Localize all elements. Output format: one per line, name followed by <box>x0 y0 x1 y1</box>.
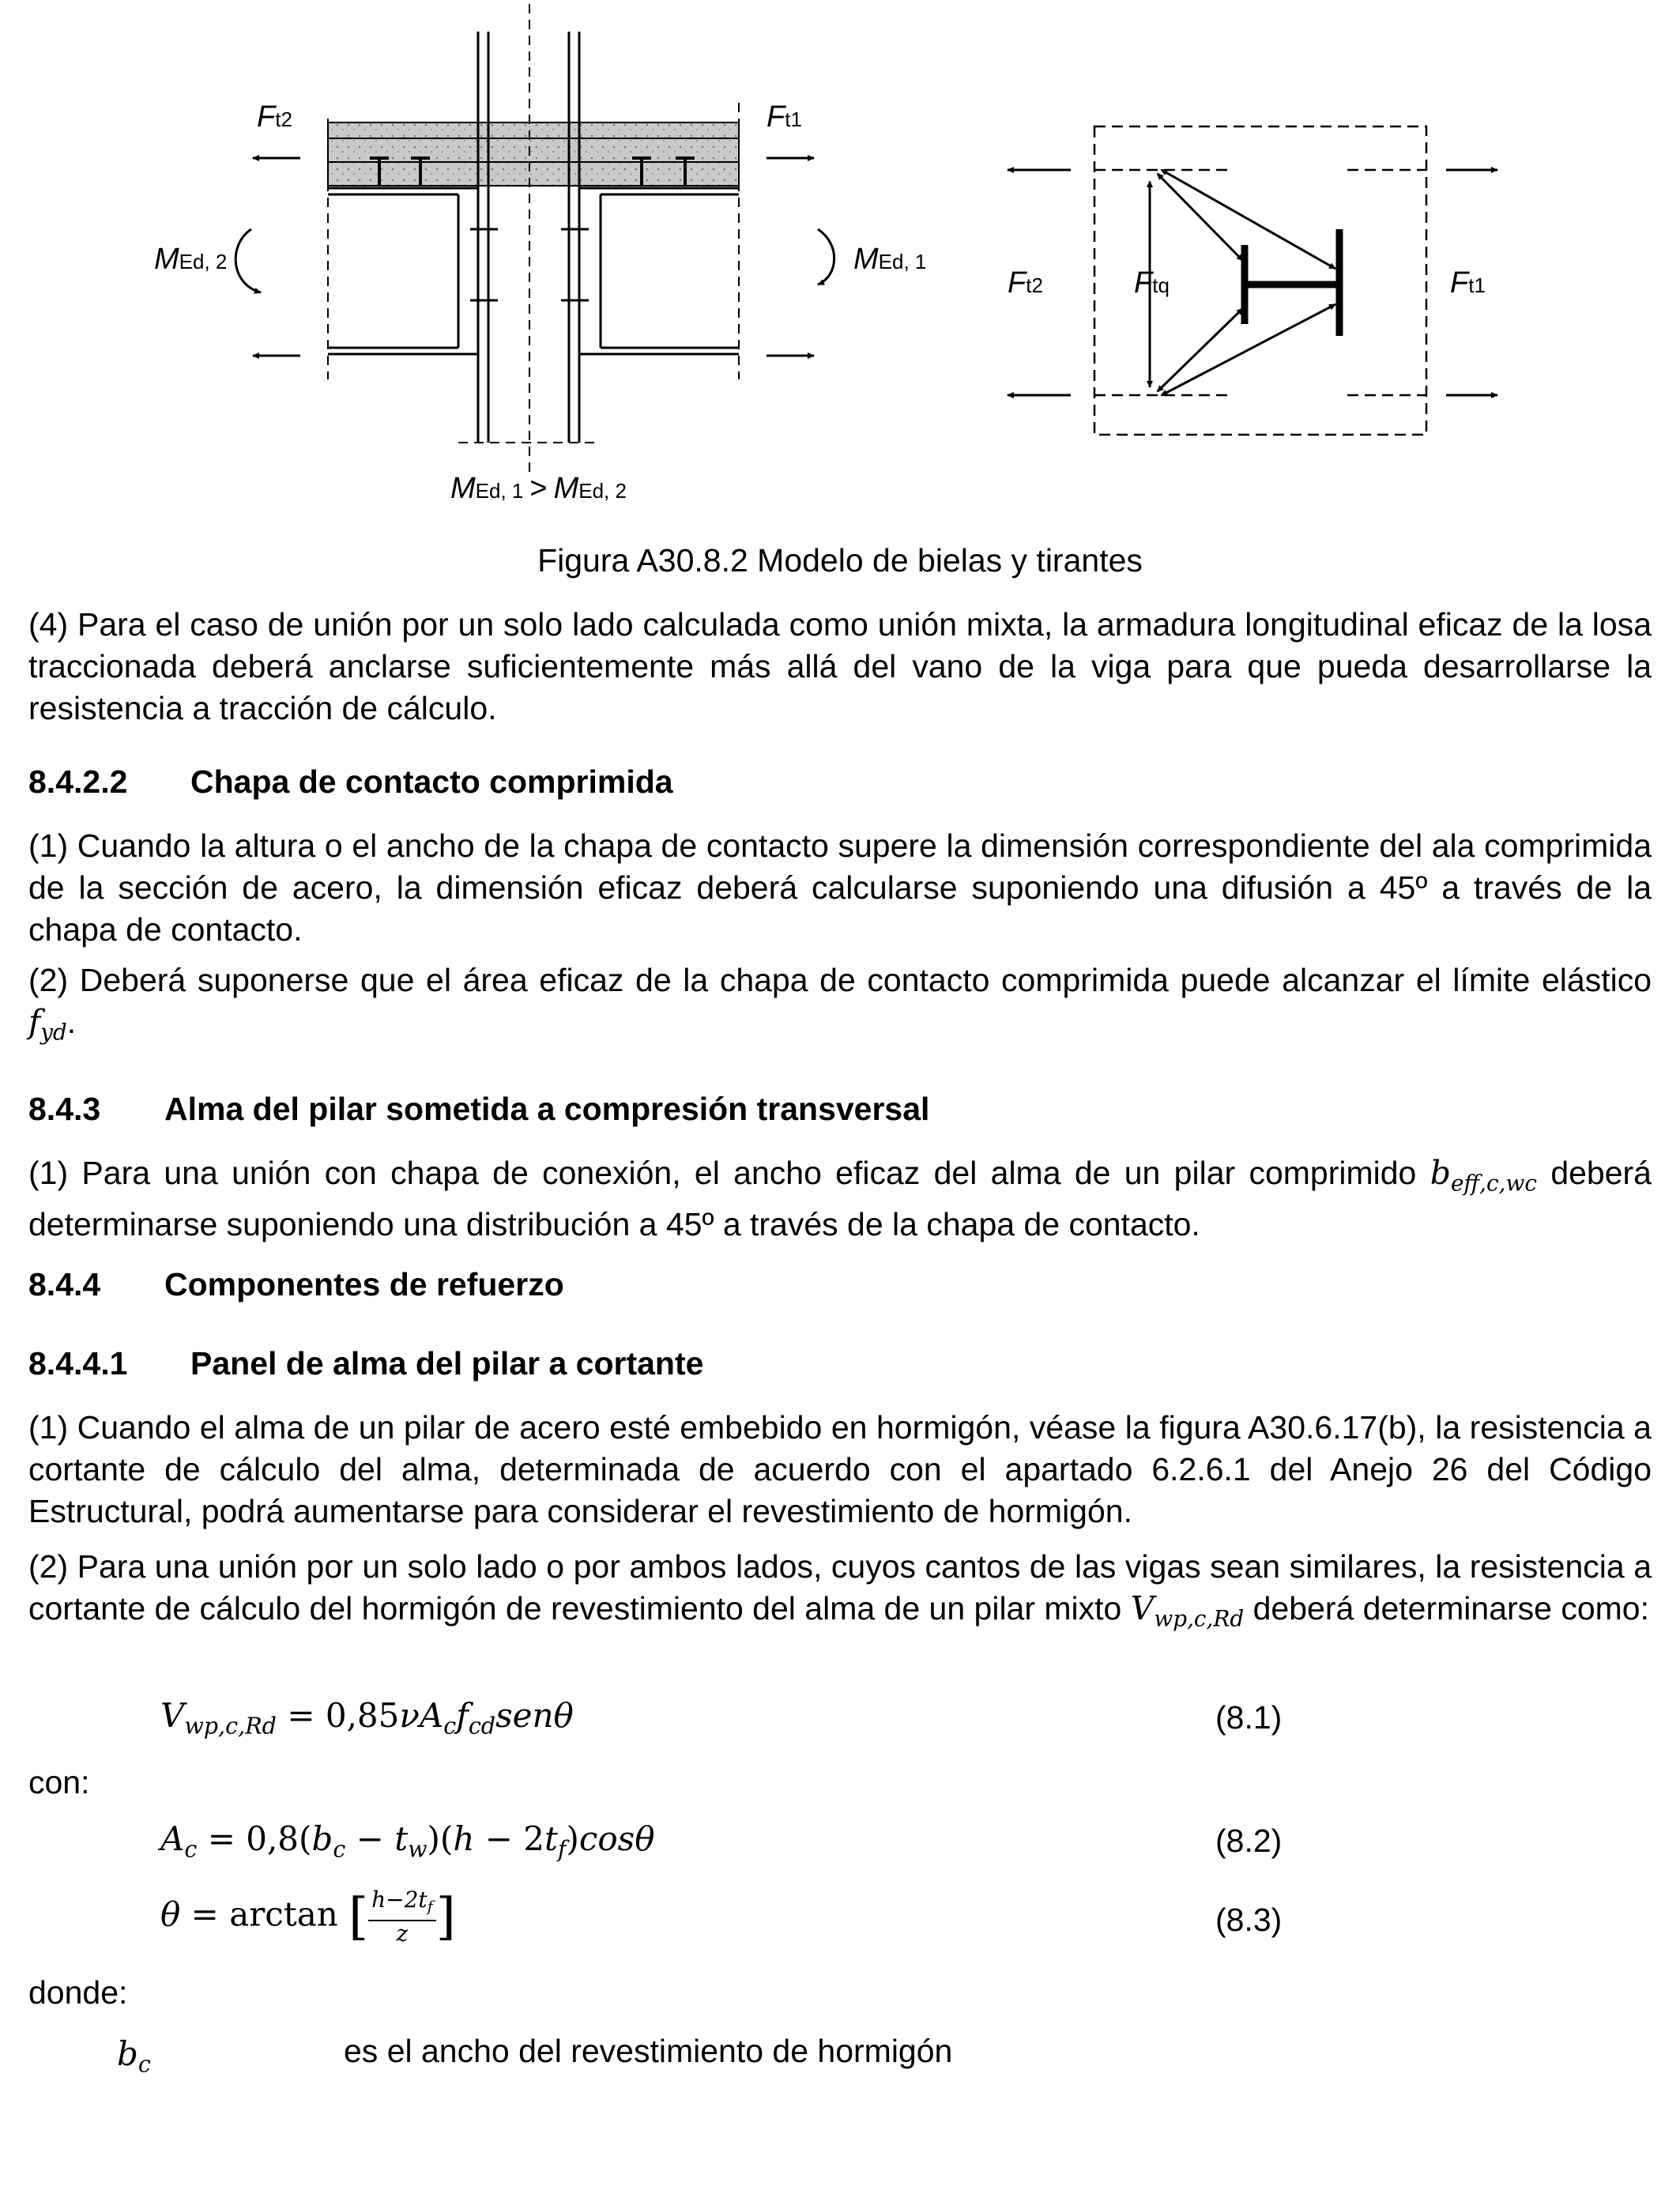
svg-text:Ft2 <box>1008 266 1043 300</box>
equation-number-8-1: (8.1) <box>1215 1699 1283 1736</box>
paragraph-8-4-4-1-2 <box>28 1546 1652 1639</box>
joint-elevation-figure <box>154 0 948 526</box>
eq3-numerator: h−2t <box>371 1887 428 1913</box>
para-end: . <box>66 1004 77 1040</box>
eq1-sen: senθ <box>495 1696 574 1735</box>
heading-8-4-3 <box>28 1091 929 1128</box>
eq2-c-sub: c <box>333 1835 346 1863</box>
concrete-slab <box>328 123 739 186</box>
med1-label: M <box>853 243 879 276</box>
heading-number: 8.4.3 <box>28 1091 101 1127</box>
eq1-const: = 0,85 <box>276 1696 400 1735</box>
con-label: con: <box>28 1764 90 1800</box>
steel-column <box>478 32 579 443</box>
eq3-theta: θ <box>160 1894 181 1934</box>
donde-label: donde: <box>28 1974 128 2011</box>
para-text: (2) Para una unión por un solo lado o por ambos lados, cuyos cantos de las vigas sean similares, la resistencia a cortante de cálculo del hormigón de revestimiento del alma de un pilar mixto <box>28 1548 1652 1627</box>
paragraph-8-4-3-1 <box>28 1152 1652 1246</box>
heading-number: 8.4.4.1 <box>28 1345 128 1382</box>
ft2-sub: t2 <box>275 107 292 131</box>
paragraph-8-4-2-2-1: (1) Cuando la altura o el ancho de la chapa de contacto supere la dimensión correspondiente del ala comprimida de la sección de acero, la dimensión eficaz deberá calcularse suponiendo una difusión a 45º a través de la chapa de contacto. <box>28 827 1652 948</box>
heading-title: Alma del pilar sometida a compresión transversal <box>164 1091 930 1127</box>
eq2-g: h <box>453 1819 475 1858</box>
bc-symbol: b <box>117 2034 138 2073</box>
para-end: deberá determinarse como: <box>1244 1590 1649 1627</box>
eq1-f: f <box>456 1696 469 1735</box>
r-ftq-sub: tq <box>1152 273 1170 297</box>
eq3-fraction <box>368 1887 436 1947</box>
eq2-i: t <box>544 1819 558 1858</box>
eq1-f-sub: cd <box>468 1712 496 1740</box>
eq2-e: t <box>394 1819 409 1858</box>
eq2-b: = 0,8( <box>197 1819 312 1858</box>
heading-number: 8.4.2.2 <box>28 763 128 800</box>
svg-text:Ftq <box>1134 266 1170 300</box>
equation-number-8-3: (8.3) <box>1215 1902 1283 1938</box>
eq2-e-sub: w <box>408 1835 428 1863</box>
eq2-d: − <box>345 1819 395 1858</box>
eq1-lhs: V <box>160 1696 185 1735</box>
para-end: deberá determinarse suponiendo una distribución a 45º a través de la chapa de contacto. <box>28 1155 1652 1243</box>
svg-text:Ft2 <box>257 100 292 134</box>
eq2-c: b <box>311 1819 333 1858</box>
eq2-k: cosθ <box>578 1819 655 1858</box>
paragraph-4: (4) Para el caso de unión por un solo lado calculada como unión mixta, la armadura longitudinal eficaz de la losa traccionada deberá anclarse suficientemente más allá del vano de la viga para que pueda desarrollarse la resistencia a tracción de cálculo. <box>28 606 1652 726</box>
strut-tie-figure <box>992 111 1497 458</box>
svg-text:MEd, 1 <box>853 243 926 276</box>
r-ft2-label: F <box>1008 266 1026 300</box>
eq3-arctan: = arctan <box>180 1894 349 1934</box>
bottom-m2: M <box>553 472 579 505</box>
eq2-i-sub: f <box>557 1835 567 1863</box>
symbol-b-sub: eff,c,wc <box>1450 1170 1537 1197</box>
heading-title: Componentes de refuerzo <box>164 1266 564 1302</box>
eq2-a-sub: c <box>184 1835 198 1863</box>
definition-bc-symbol <box>117 2034 151 2078</box>
moment-arc-right <box>818 229 834 285</box>
equation-8-1 <box>160 1696 574 1740</box>
heading-title: Chapa de contacto comprimida <box>190 763 673 800</box>
bottom-gt: > <box>529 472 548 505</box>
bottom-m2-sub: Ed, 2 <box>578 479 627 503</box>
symbol-f: f <box>28 1003 41 1041</box>
r-ft1-sub: t1 <box>1468 273 1486 297</box>
bottom-m1-sub: Ed, 1 <box>475 479 524 503</box>
eq2-h: − 2 <box>474 1819 545 1858</box>
equation-8-3: θ = arctan [ $\frac{h-2t_f}{z}$ ] <box>160 1887 456 1947</box>
eq1-nu-a: νA <box>399 1696 444 1735</box>
med1-sub: Ed, 1 <box>878 250 927 273</box>
eq1-a-sub: c <box>443 1712 457 1740</box>
svg-text:MEd, 2 <box>154 243 227 276</box>
bottom-m1: M <box>450 472 476 505</box>
svg-text:Ft1 <box>767 100 802 134</box>
med2-label: M <box>154 243 179 276</box>
symbol-v-sub: wp,c,Rd <box>1154 1605 1245 1632</box>
paragraph-8-4-4-1-1: (1) Cuando el alma de un pilar de acero esté embebido en hormigón, véase la figura A30.6.17(b), la resistencia a cortante de cálculo del alma, determinada de acuerdo con el apartado 6.2.6.1 del Anejo 26 del Código Estructural, podrá aumentarse para considerar el revestimiento de hormigón. <box>28 1409 1652 1529</box>
r-ft2-sub: t2 <box>1026 273 1043 297</box>
svg-text:Ft1 <box>1450 266 1486 300</box>
moment-arc-left <box>235 229 261 292</box>
para-text: (1) Para una unión con chapa de conexión, el ancho eficaz del alma de un pilar comprimido <box>28 1155 1430 1191</box>
steel-beams <box>328 188 739 354</box>
heading-8-4-4 <box>28 1266 564 1303</box>
paragraph-8-4-2-2-2 <box>28 959 1652 1053</box>
r-ft1-label: F <box>1450 266 1469 300</box>
ft2-label: F <box>257 100 276 134</box>
eq3-denominator: z <box>396 1920 409 1947</box>
eq2-a: A <box>160 1819 185 1858</box>
bc-sub: c <box>137 2050 151 2078</box>
ft1-label: F <box>767 100 785 134</box>
heading-number: 8.4.4 <box>28 1266 101 1302</box>
eq3-numerator-sub: f <box>427 1898 433 1916</box>
para-text: (2) Deberá suponerse que el área eficaz de la chapa de contacto comprimida puede alcanzar el límite elástico <box>28 962 1652 998</box>
eq2-j: ) <box>566 1819 579 1858</box>
heading-8-4-2-2 <box>28 763 673 801</box>
eq1-lhs-sub: wp,c,Rd <box>184 1712 277 1740</box>
equation-8-2 <box>160 1819 655 1863</box>
ft1-sub: t1 <box>785 107 802 131</box>
figure-caption: Figura A30.8.2 Modelo de bielas y tirantes <box>537 542 1143 579</box>
med2-sub: Ed, 2 <box>179 250 228 273</box>
equation-number-8-2: (8.2) <box>1215 1823 1283 1859</box>
r-ftq-label: F <box>1134 266 1153 300</box>
symbol-f-sub: yd <box>40 1019 67 1046</box>
symbol-v: V <box>1130 1589 1155 1627</box>
heading-title: Panel de alma del pilar a cortante <box>190 1345 704 1382</box>
definition-bc-text: es el ancho del revestimiento de hormigón <box>344 2033 953 2069</box>
symbol-b: b <box>1430 1154 1451 1192</box>
eq2-f: )( <box>427 1819 454 1858</box>
heading-8-4-4-1 <box>28 1345 703 1382</box>
svg-text:MEd, 1>MEd, 2 <box>450 472 627 505</box>
